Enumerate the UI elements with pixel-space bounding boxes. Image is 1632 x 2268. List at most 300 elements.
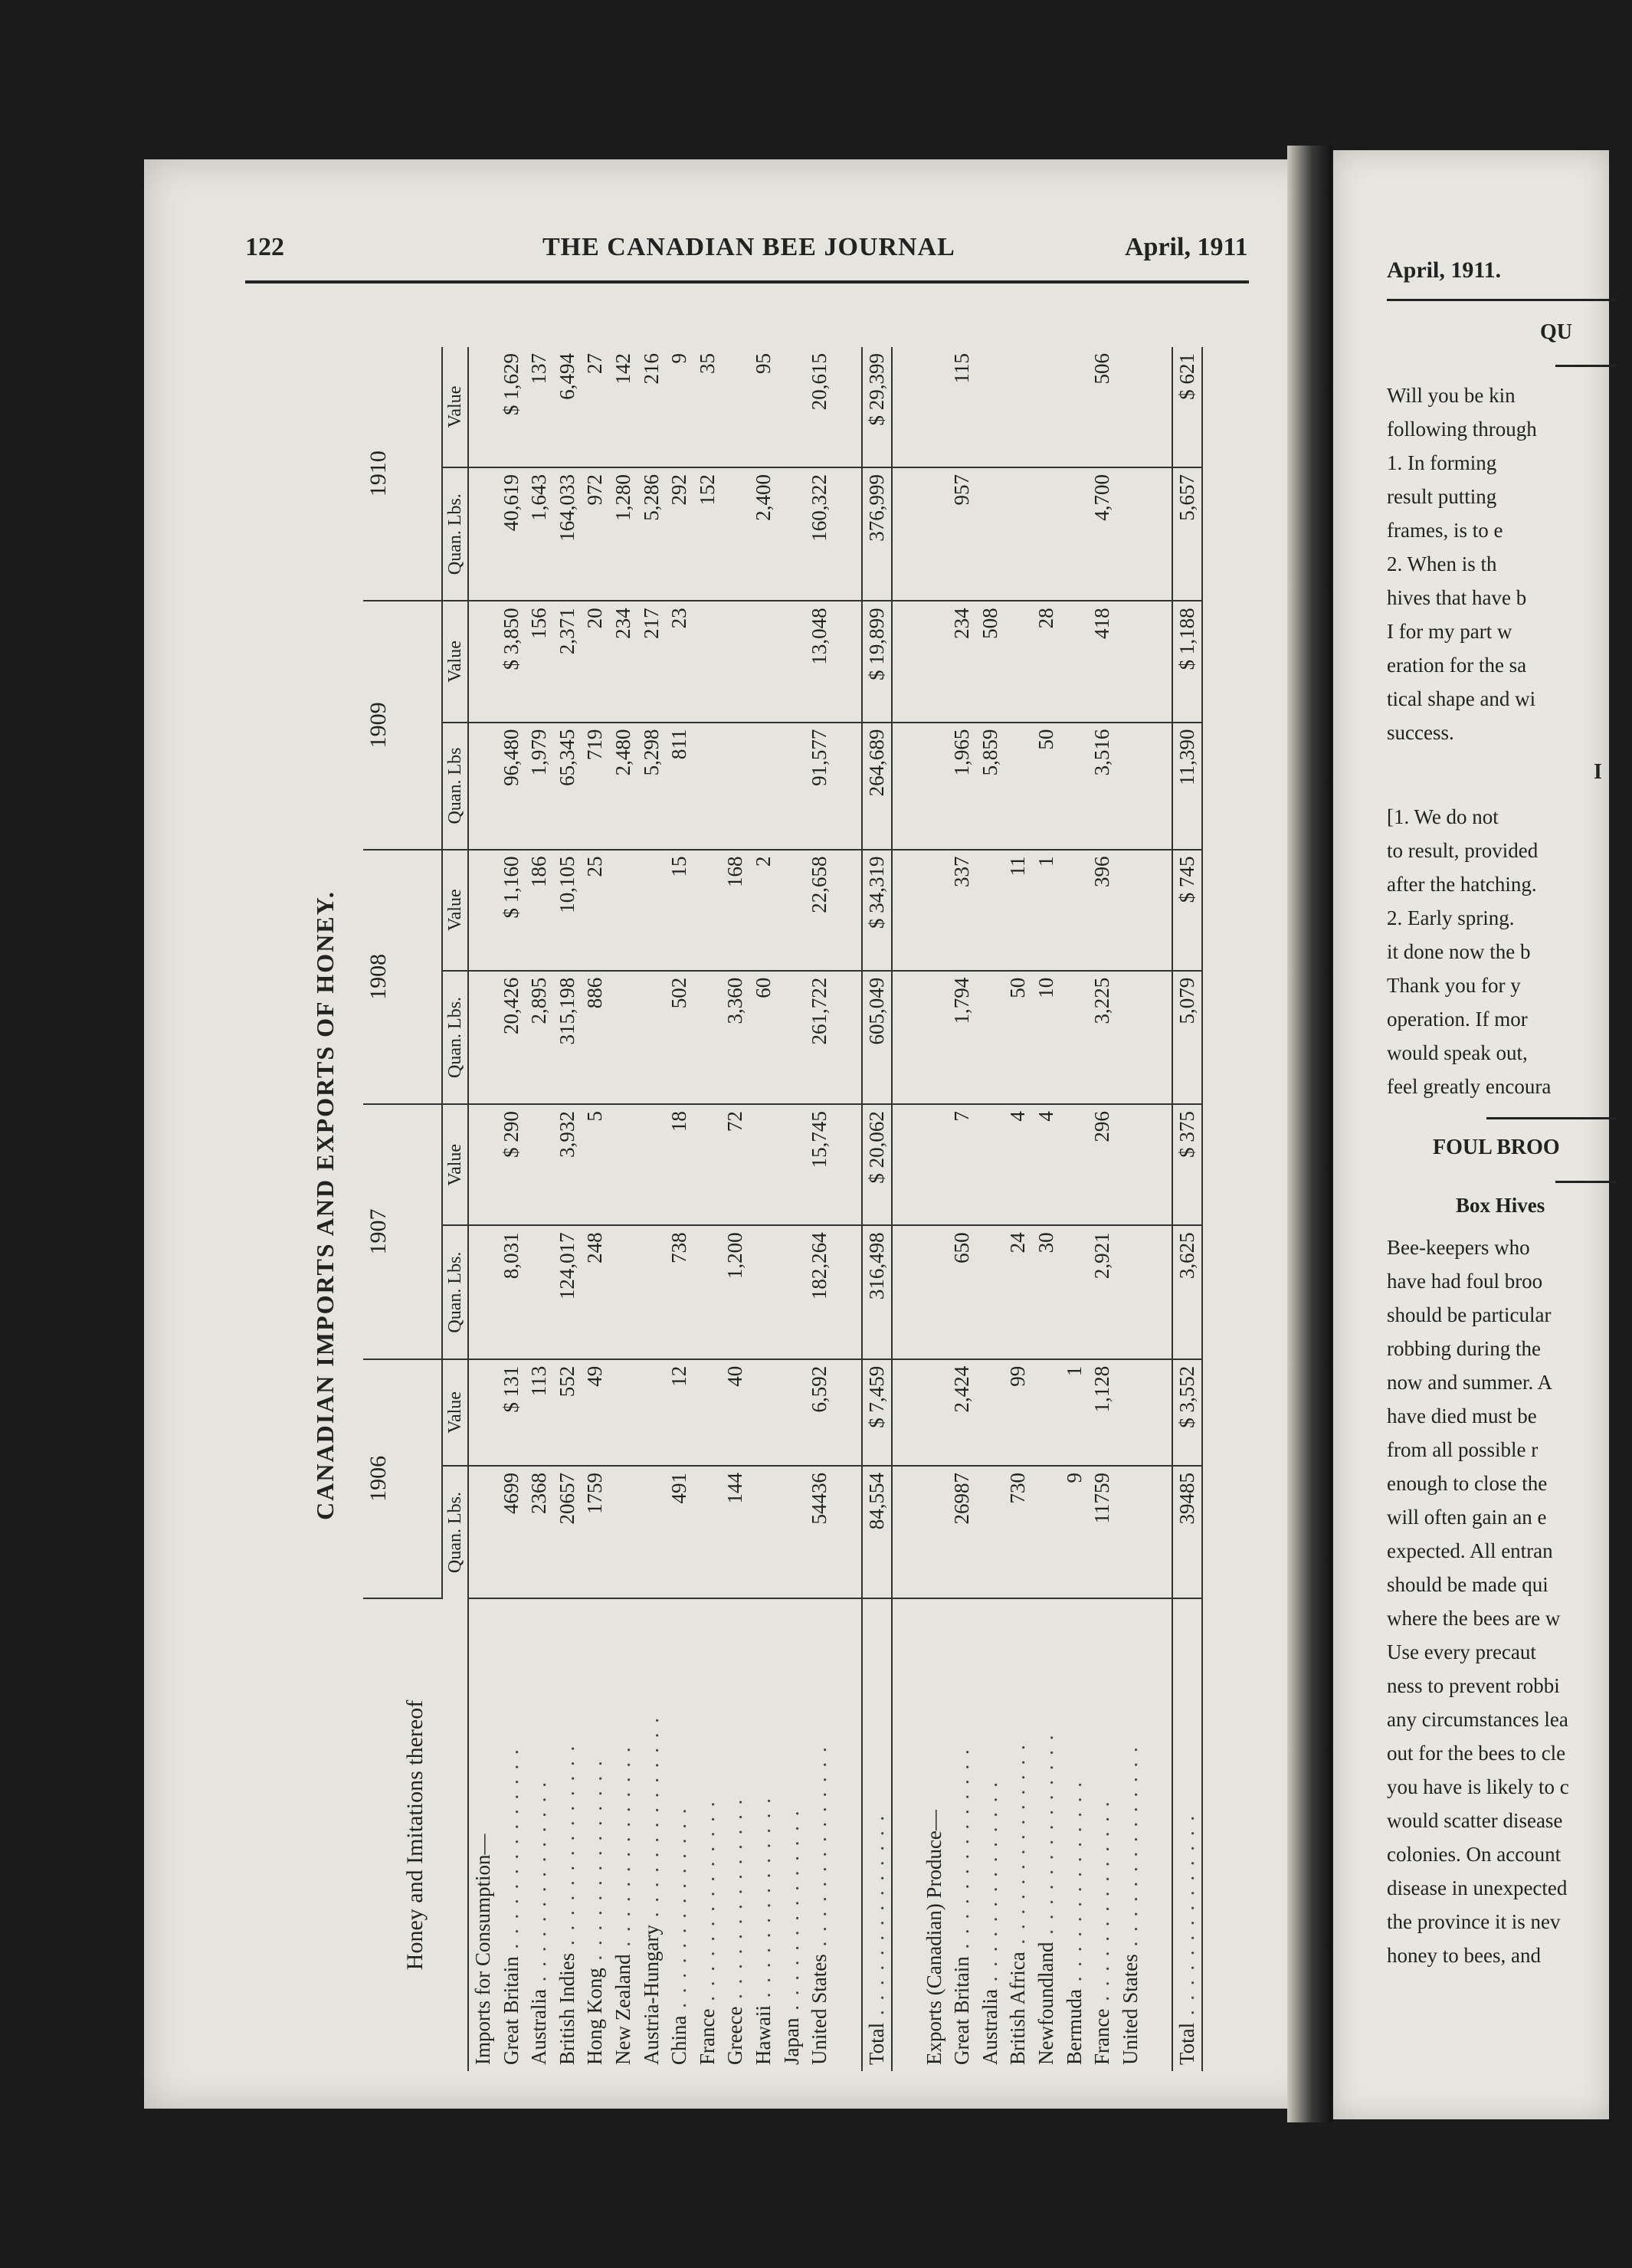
- value-cell: [1032, 1359, 1060, 1466]
- quantity-cell: [1116, 971, 1145, 1104]
- value-cell: 25: [581, 850, 609, 971]
- quantity-header: Quan. Lbs.: [442, 971, 468, 1104]
- year-header: 1910: [363, 347, 442, 601]
- value-cell: 6,494: [553, 347, 582, 467]
- row-label: [581, 1598, 609, 2071]
- year-header-row: [363, 347, 442, 2071]
- year-header: 1906: [363, 1359, 442, 1598]
- right-page-header: April, 1911.: [1387, 257, 1502, 283]
- value-cell: $ 29,399: [862, 347, 892, 467]
- row-name: China: [667, 2015, 691, 2065]
- quantity-cell: 9: [1060, 1466, 1089, 1598]
- quantity-cell: 20,426: [497, 971, 526, 1104]
- value-cell: 168: [721, 850, 749, 971]
- dot-leader: . . . . . . . . . . . . . .: [752, 1796, 775, 2006]
- text-line: 2. When is th: [1387, 552, 1497, 575]
- quantity-cell: [1060, 467, 1089, 601]
- spacer-row: [1144, 347, 1172, 2071]
- value-cell: [1004, 601, 1032, 722]
- value-cell: 1: [1060, 1359, 1089, 1466]
- quantity-cell: 1,965: [948, 723, 976, 850]
- quantity-cell: 316,498: [862, 1225, 892, 1359]
- section-rule: [1486, 1117, 1617, 1119]
- value-cell: $ 3,850: [497, 601, 526, 722]
- quantity-cell: [778, 467, 806, 601]
- quantity-cell: [976, 1225, 1004, 1359]
- quantity-cell: 84,554: [862, 1466, 892, 1598]
- quantity-cell: 502: [665, 971, 693, 1104]
- text-line: would speak out,: [1387, 1041, 1528, 1064]
- value-cell: [778, 347, 806, 467]
- row-name: Total: [1175, 2022, 1199, 2065]
- quantity-cell: 40,619: [497, 467, 526, 601]
- empty-cell: [892, 723, 920, 850]
- value-cell: $ 3,552: [1172, 1359, 1202, 1466]
- empty-cell: [892, 601, 920, 722]
- value-cell: $ 1,160: [497, 850, 526, 971]
- quantity-cell: 5,298: [637, 723, 666, 850]
- value-cell: 186: [525, 850, 553, 971]
- value-header: Value: [442, 1359, 468, 1466]
- quantity-cell: [749, 1466, 778, 1598]
- quantity-cell: 5,657: [1172, 467, 1202, 601]
- row-name: Newfoundland: [1034, 1942, 1057, 2065]
- quantity-cell: 164,033: [553, 467, 582, 601]
- quantity-cell: 65,345: [553, 723, 582, 850]
- quantity-cell: [976, 971, 1004, 1104]
- quantity-cell: [778, 971, 806, 1104]
- value-cell: 22,658: [805, 850, 834, 971]
- journal-title: THE CANADIAN BEE JOURNAL: [542, 233, 955, 261]
- quantity-header: Quan. Lbs.: [442, 1225, 468, 1359]
- quantity-cell: [778, 723, 806, 850]
- quantity-cell: 1,200: [721, 1225, 749, 1359]
- import-row: [609, 347, 637, 2071]
- value-cell: 337: [948, 850, 976, 971]
- quantity-cell: 124,017: [553, 1225, 582, 1359]
- row-name: United States: [1118, 1954, 1142, 2065]
- imports-heading: Imports for Consumption—: [471, 1834, 494, 2065]
- value-cell: [1116, 347, 1145, 467]
- text-line: where the bees are w: [1387, 1607, 1561, 1630]
- empty-cell: [1144, 1466, 1172, 1598]
- rotated-table-content: [297, 316, 1293, 2094]
- row-name: Australia: [527, 1989, 551, 2065]
- import-row: [693, 347, 722, 2071]
- text-line: Will you be kin: [1387, 384, 1516, 407]
- quantity-cell: [1116, 1466, 1145, 1598]
- sub-heading: Box Hives: [1456, 1194, 1545, 1217]
- quantity-cell: 1,794: [948, 971, 976, 1104]
- description-header: Honey and Imitations thereof: [363, 1598, 468, 2071]
- empty-cell: [834, 467, 862, 601]
- quantity-cell: [693, 971, 722, 1104]
- quantity-cell: 5,286: [637, 467, 666, 601]
- value-cell: 2: [749, 850, 778, 971]
- quantity-cell: 719: [581, 723, 609, 850]
- empty-cell: [834, 850, 862, 971]
- row-label: [693, 1598, 722, 2071]
- row-label: [948, 1598, 976, 2071]
- text-line: I for my part w: [1387, 620, 1512, 643]
- empty-cell: [1144, 1359, 1172, 1466]
- quantity-cell: [693, 723, 722, 850]
- value-cell: [693, 1359, 722, 1466]
- value-cell: [1116, 1104, 1145, 1225]
- quantity-cell: 2368: [525, 1466, 553, 1598]
- empty-cell: [468, 467, 497, 601]
- quantity-cell: 650: [948, 1225, 976, 1359]
- value-cell: $ 745: [1172, 850, 1202, 971]
- text-line: disease in unexpected: [1387, 1876, 1568, 1899]
- quantity-cell: [1060, 1225, 1089, 1359]
- row-label: [805, 1598, 834, 2071]
- import-row: [497, 347, 526, 2071]
- row-label: [1032, 1598, 1060, 2071]
- row-label: [778, 1598, 806, 2071]
- row-label: [1060, 1598, 1089, 2071]
- dot-leader: . . . . . . . . . . . . . .: [583, 1758, 607, 1968]
- value-cell: $ 34,319: [862, 850, 892, 971]
- quantity-cell: 315,198: [553, 971, 582, 1104]
- row-label: [1004, 1598, 1032, 2071]
- empty-cell: [468, 1359, 497, 1466]
- quantity-cell: [749, 1225, 778, 1359]
- quantity-cell: 261,722: [805, 971, 834, 1104]
- export-row: [1032, 347, 1060, 2071]
- value-cell: [609, 850, 637, 971]
- empty-cell: [920, 1104, 949, 1225]
- value-cell: [721, 347, 749, 467]
- quantity-cell: [609, 1225, 637, 1359]
- quantity-cell: [749, 723, 778, 850]
- text-line: robbing during the: [1387, 1337, 1541, 1360]
- section-heading: FOUL BROO: [1433, 1136, 1560, 1159]
- quantity-cell: [721, 723, 749, 850]
- quantity-cell: 11759: [1088, 1466, 1116, 1598]
- row-name: United States: [808, 1954, 831, 2065]
- value-cell: $ 19,899: [862, 601, 892, 722]
- empty-cell: [834, 971, 862, 1104]
- quantity-cell: 152: [693, 467, 722, 601]
- export-row: [948, 347, 976, 2071]
- quantity-cell: [1116, 723, 1145, 850]
- empty-cell: [1144, 850, 1172, 971]
- quantity-cell: 2,895: [525, 971, 553, 1104]
- row-name: Total: [864, 2022, 888, 2065]
- import-row: [637, 347, 666, 2071]
- row-label: [976, 1598, 1004, 2071]
- empty-cell: [834, 1359, 862, 1466]
- imports-total-row: [862, 347, 892, 2071]
- value-cell: [976, 347, 1004, 467]
- value-cell: [637, 850, 666, 971]
- text-line: Bee-keepers who: [1387, 1236, 1530, 1259]
- empty-cell: [468, 601, 497, 722]
- value-cell: [778, 1359, 806, 1466]
- dot-leader: . . . . . . . . . . . . . .: [1006, 1742, 1030, 1952]
- empty-cell: [920, 1466, 949, 1598]
- value-cell: 234: [609, 601, 637, 722]
- row-name: Hong Kong: [583, 1968, 607, 2065]
- value-cell: 28: [1032, 601, 1060, 722]
- quantity-cell: 4,700: [1088, 467, 1116, 601]
- empty-cell: [892, 1466, 920, 1598]
- quantity-cell: [1004, 467, 1032, 601]
- row-name: British Indies: [555, 1952, 578, 2065]
- dot-leader: . . . . . . . . . . . . . .: [950, 1747, 974, 1957]
- value-cell: $ 20,062: [862, 1104, 892, 1225]
- row-name: Austria-Hungary: [639, 1925, 663, 2065]
- value-cell: 506: [1088, 347, 1116, 467]
- dot-leader: . . . . . . . . . . . . . .: [808, 1745, 831, 1955]
- table-body: [468, 347, 1202, 2071]
- empty-cell: [1144, 1225, 1172, 1359]
- quantity-cell: [637, 1225, 666, 1359]
- value-cell: 72: [721, 1104, 749, 1225]
- value-cell: [609, 1104, 637, 1225]
- row-name: Greece: [723, 2006, 747, 2065]
- text-line: to result, provided: [1387, 839, 1539, 862]
- quantity-cell: 3,225: [1088, 971, 1116, 1104]
- text-line: enough to close the: [1387, 1472, 1548, 1495]
- exports-heading: Exports (Canadian) Produce—: [922, 1810, 945, 2065]
- quantity-header: Quan. Lbs: [442, 723, 468, 850]
- value-cell: 95: [749, 347, 778, 467]
- quantity-cell: 886: [581, 971, 609, 1104]
- text-line: operation. If mor: [1387, 1008, 1528, 1031]
- dot-leader: . . . . . . . . . . . . . .: [1034, 1732, 1057, 1942]
- quantity-cell: 91,577: [805, 723, 834, 850]
- quantity-cell: 160,322: [805, 467, 834, 601]
- quantity-cell: 2,400: [749, 467, 778, 601]
- text-line: have had foul broo: [1387, 1270, 1543, 1293]
- quantity-cell: [1032, 1466, 1060, 1598]
- text-line: will often gain an e: [1387, 1506, 1547, 1529]
- quantity-cell: [1032, 467, 1060, 601]
- quantity-cell: 144: [721, 1466, 749, 1598]
- dot-leader: . . . . . . . . . . . . . .: [864, 1813, 888, 2023]
- empty-cell: [892, 467, 920, 601]
- quantity-cell: 54436: [805, 1466, 834, 1598]
- reply-marker: I: [1594, 760, 1602, 784]
- empty-cell: [920, 1359, 949, 1466]
- dot-leader: . . . . . . . . . . . . . .: [1062, 1780, 1086, 1990]
- text-line: from all possible r: [1387, 1438, 1539, 1461]
- export-row: [1116, 347, 1145, 2071]
- quantity-cell: [976, 467, 1004, 601]
- value-cell: 20,615: [805, 347, 834, 467]
- value-cell: 20: [581, 601, 609, 722]
- value-cell: 234: [948, 601, 976, 722]
- empty-cell: [468, 971, 497, 1104]
- dot-leader: . . . . . . . . . . . . . .: [978, 1780, 1001, 1990]
- quantity-cell: 376,999: [862, 467, 892, 601]
- value-cell: [778, 850, 806, 971]
- year-header: 1909: [363, 601, 442, 849]
- empty-cell: [834, 723, 862, 850]
- right-header-rule: [1387, 299, 1617, 301]
- value-cell: [1060, 1104, 1089, 1225]
- dot-leader: . . . . . . . . . . . . . .: [1090, 1799, 1114, 2009]
- value-cell: [525, 1104, 553, 1225]
- value-cell: 508: [976, 601, 1004, 722]
- value-cell: [1032, 347, 1060, 467]
- value-cell: 40: [721, 1359, 749, 1466]
- quantity-cell: 264,689: [862, 723, 892, 850]
- dot-leader: . . . . . . . . . . . . . .: [667, 1806, 691, 2016]
- value-cell: [1116, 850, 1145, 971]
- value-cell: 217: [637, 601, 666, 722]
- text-line: you have is likely to c: [1387, 1775, 1569, 1798]
- text-line: should be particular: [1387, 1303, 1552, 1326]
- value-cell: 3,932: [553, 1104, 582, 1225]
- value-header: Value: [442, 850, 468, 971]
- text-line: feel greatly encoura: [1387, 1075, 1552, 1098]
- quantity-cell: 1759: [581, 1466, 609, 1598]
- text-line: success.: [1387, 721, 1454, 744]
- empty-cell: [834, 1104, 862, 1225]
- value-cell: 9: [665, 347, 693, 467]
- value-cell: [721, 601, 749, 722]
- quantity-cell: 957: [948, 467, 976, 601]
- row-label: [862, 1598, 892, 2071]
- value-cell: $ 131: [497, 1359, 526, 1466]
- quantity-cell: [637, 1466, 666, 1598]
- text-line: after the hatching.: [1387, 873, 1537, 896]
- value-cell: [1060, 601, 1089, 722]
- book-gutter: [1287, 146, 1332, 2122]
- text-line: following through: [1387, 418, 1537, 441]
- quantity-cell: 50: [1032, 723, 1060, 850]
- text-line: [1. We do not: [1387, 805, 1499, 828]
- quantity-cell: [1116, 467, 1145, 601]
- export-row: [1004, 347, 1032, 2071]
- quantity-header: Quan. Lbs.: [442, 467, 468, 601]
- text-line: eration for the sa: [1387, 654, 1527, 677]
- value-cell: 23: [665, 601, 693, 722]
- right-heading-fragment: QU: [1540, 320, 1572, 344]
- quantity-cell: 248: [581, 1225, 609, 1359]
- empty-cell: [834, 347, 862, 467]
- dot-leader: . . . . . . . . . . . . . .: [499, 1747, 523, 1957]
- text-line: any circumstances lea: [1387, 1708, 1568, 1731]
- row-name: British Africa: [1006, 1952, 1030, 2065]
- row-name: France: [1090, 2008, 1114, 2065]
- quantity-cell: 20657: [553, 1466, 582, 1598]
- quantity-cell: 1,280: [609, 467, 637, 601]
- question-text: [1387, 379, 1632, 749]
- right-page: [1333, 150, 1609, 2119]
- row-label: [749, 1598, 778, 2071]
- quantity-cell: 972: [581, 467, 609, 601]
- quantity-cell: 1,643: [525, 467, 553, 601]
- empty-cell: [892, 347, 920, 467]
- row-label: [1172, 1598, 1202, 2071]
- text-line: out for the bees to cle: [1387, 1742, 1566, 1765]
- value-cell: [637, 1359, 666, 1466]
- quantity-cell: [778, 1466, 806, 1598]
- empty-cell: [892, 1359, 920, 1466]
- empty-cell: [920, 723, 949, 850]
- value-cell: [1116, 601, 1145, 722]
- left-page: [144, 159, 1321, 2109]
- quantity-cell: 2,921: [1088, 1225, 1116, 1359]
- header-rule: [245, 280, 1249, 284]
- text-line: expected. All entran: [1387, 1539, 1553, 1562]
- quantity-cell: [609, 971, 637, 1104]
- quantity-cell: [525, 1225, 553, 1359]
- row-name: Hawaii: [752, 2005, 775, 2065]
- value-cell: 13,048: [805, 601, 834, 722]
- row-name: Great Britain: [499, 1956, 523, 2065]
- value-cell: [1116, 1359, 1145, 1466]
- import-row: [665, 347, 693, 2071]
- quantity-cell: 491: [665, 1466, 693, 1598]
- value-cell: 5: [581, 1104, 609, 1225]
- value-cell: [976, 1104, 1004, 1225]
- quantity-cell: [609, 1466, 637, 1598]
- value-cell: 11: [1004, 850, 1032, 971]
- year-header: 1907: [363, 1104, 442, 1359]
- export-row: [976, 347, 1004, 2071]
- quantity-cell: 11,390: [1172, 723, 1202, 850]
- value-cell: 1,128: [1088, 1359, 1116, 1466]
- empty-cell: [1144, 601, 1172, 722]
- quantity-cell: [693, 1466, 722, 1598]
- quantity-cell: 5,079: [1172, 971, 1202, 1104]
- import-row: [721, 347, 749, 2071]
- value-cell: [1060, 347, 1089, 467]
- quantity-cell: 4699: [497, 1466, 526, 1598]
- dot-leader: . . . . . . . . . . . . . .: [1118, 1745, 1142, 1955]
- value-cell: 115: [948, 347, 976, 467]
- value-cell: 12: [665, 1359, 693, 1466]
- value-header: Value: [442, 347, 468, 467]
- quantity-cell: [1116, 1225, 1145, 1359]
- value-cell: $ 375: [1172, 1104, 1202, 1225]
- quantity-cell: 96,480: [497, 723, 526, 850]
- import-row: [525, 347, 553, 2071]
- value-cell: 113: [525, 1359, 553, 1466]
- quantity-cell: 30: [1032, 1225, 1060, 1359]
- value-cell: $ 7,459: [862, 1359, 892, 1466]
- row-label: [665, 1598, 693, 2071]
- empty-cell: [834, 1225, 862, 1359]
- value-cell: 216: [637, 347, 666, 467]
- value-cell: [976, 850, 1004, 971]
- text-line: Use every precaut: [1387, 1640, 1536, 1663]
- value-cell: 6,592: [805, 1359, 834, 1466]
- value-cell: 4: [1004, 1104, 1032, 1225]
- text-line: frames, is to e: [1387, 519, 1503, 542]
- value-cell: 49: [581, 1359, 609, 1466]
- empty-cell: [1144, 1598, 1172, 2071]
- value-cell: 156: [525, 601, 553, 722]
- value-cell: 99: [1004, 1359, 1032, 1466]
- row-name: France: [695, 2008, 719, 2065]
- quantity-cell: 10: [1032, 971, 1060, 1104]
- empty-cell: [920, 850, 949, 971]
- empty-cell: [892, 850, 920, 971]
- value-cell: 2,371: [553, 601, 582, 722]
- import-row: [553, 347, 582, 2071]
- row-label: [1116, 1598, 1145, 2071]
- value-cell: 296: [1088, 1104, 1116, 1225]
- value-cell: [693, 850, 722, 971]
- rotated-table-area: [297, 316, 1293, 2094]
- value-cell: 552: [553, 1359, 582, 1466]
